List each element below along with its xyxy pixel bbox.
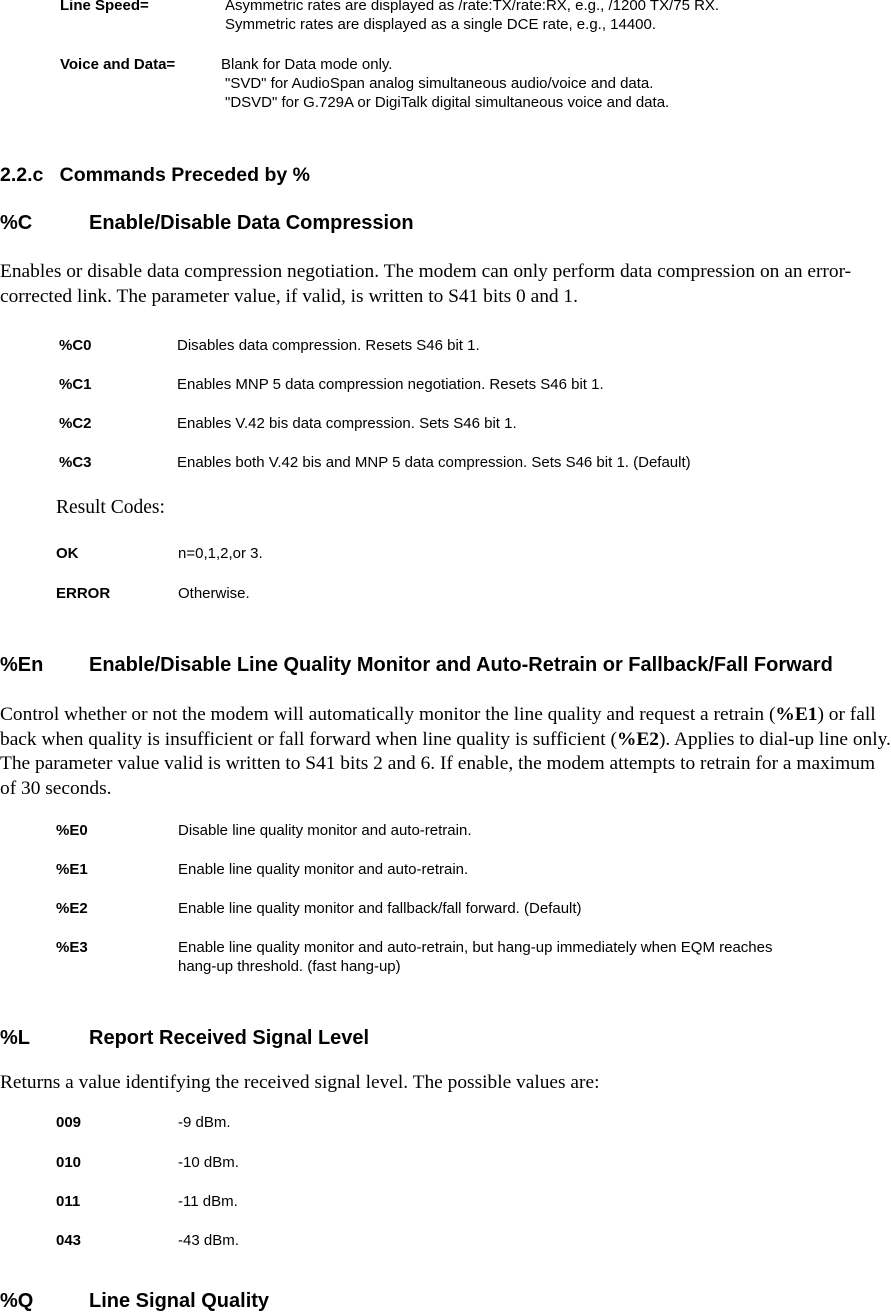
command-code: %C <box>0 212 33 234</box>
option-code: 011 <box>56 1193 81 1210</box>
definition-line: Asymmetric rates are displayed as /rate:TX/rate:RX, e.g., /1200 TX/75 RX. <box>225 0 720 14</box>
definition-line: Symmetric rates are displayed as a single DCE rate, e.g., 14400. <box>225 16 657 33</box>
description-text: Control whether or not the modem will automatically monitor the line quality and request a retrain ( <box>0 704 776 725</box>
option-code: 010 <box>56 1154 82 1171</box>
command-code: %L <box>0 1027 30 1049</box>
result-description: n=0,1,2,or 3. <box>178 545 263 562</box>
definition-line: Blank for Data mode only. <box>221 56 393 73</box>
option-code: 009 <box>56 1114 82 1131</box>
option-description: Enable line quality monitor and auto-retrain, but hang-up immediately when EQM reaches <box>178 939 773 956</box>
option-code: %C1 <box>59 376 92 393</box>
option-code: %C3 <box>59 454 92 471</box>
option-code: %C0 <box>59 337 92 354</box>
option-description-continued: hang-up threshold. (fast hang-up) <box>178 958 401 975</box>
option-code: %E2 <box>56 900 88 917</box>
option-description: -10 dBm. <box>178 1154 239 1171</box>
option-code: %C2 <box>59 415 92 432</box>
result-code: ERROR <box>56 585 111 602</box>
command-title: Enable/Disable Line Quality Monitor and Auto-Retrain or Fallback/Fall Forward <box>89 654 833 676</box>
command-title: Report Received Signal Level <box>89 1027 370 1049</box>
option-description: -43 dBm. <box>178 1232 239 1249</box>
option-description: Disable line quality monitor and auto-retrain. <box>178 822 472 839</box>
description-command-ref: %E2 <box>616 728 659 750</box>
section-heading: 2.2.c Commands Preceded by % <box>0 164 310 186</box>
option-description: Enable line quality monitor and fallback/fall forward. (Default) <box>178 900 582 917</box>
command-code: %En <box>0 654 44 676</box>
option-description: Disables data compression. Resets S46 bit 1. <box>177 337 480 354</box>
definition-term: Voice and Data= <box>60 56 176 73</box>
command-description <box>0 703 891 801</box>
option-description: Enables V.42 bis data compression. Sets S46 bit 1. <box>177 415 517 432</box>
result-code: OK <box>56 545 79 562</box>
option-code: 043 <box>56 1232 82 1249</box>
result-description: Otherwise. <box>178 585 250 602</box>
option-description: Enables MNP 5 data compression negotiation. Resets S46 bit 1. <box>177 376 604 393</box>
option-description: Enables both V.42 bis and MNP 5 data compression. Sets S46 bit 1. (Default) <box>177 454 691 471</box>
option-description: -9 dBm. <box>178 1114 231 1131</box>
description-command-ref: %E1 <box>775 704 818 725</box>
option-code: %E1 <box>56 861 88 878</box>
definition-line: "DSVD" for G.729A or DigiTalk digital simultaneous voice and data. <box>225 94 670 111</box>
definition-line: "SVD" for AudioSpan analog simultaneous audio/voice and data. <box>225 75 654 92</box>
command-description: Returns a value identifying the received signal level. The possible values are: <box>0 1072 600 1093</box>
result-codes-label: Result Codes: <box>56 497 165 518</box>
command-title: Enable/Disable Data Compression <box>89 212 414 234</box>
command-description: Enables or disable data compression negotiation. The modem can only perform data compression on an error-corrected link. The parameter value, if valid, is written to S41 bits 0 and 1. <box>0 261 852 307</box>
definition-term: Line Speed= <box>60 0 149 14</box>
option-code: %E0 <box>56 822 88 839</box>
option-description: Enable line quality monitor and auto-retrain. <box>178 861 469 878</box>
command-code: %Q <box>0 1290 34 1312</box>
description-text: ) or fall back when quality is insufficient or fall forward when line quality is sufficient ( <box>0 704 876 750</box>
description-text: ). Applies to dial-up line only. The parameter value valid is written to S41 bits 2 and 6. If enable, the modem attempts to retrain for a maximum of 30 seconds. <box>0 728 891 799</box>
option-code: %E3 <box>56 939 88 956</box>
option-description: -11 dBm. <box>178 1193 238 1210</box>
command-title: Line Signal Quality <box>89 1290 270 1312</box>
